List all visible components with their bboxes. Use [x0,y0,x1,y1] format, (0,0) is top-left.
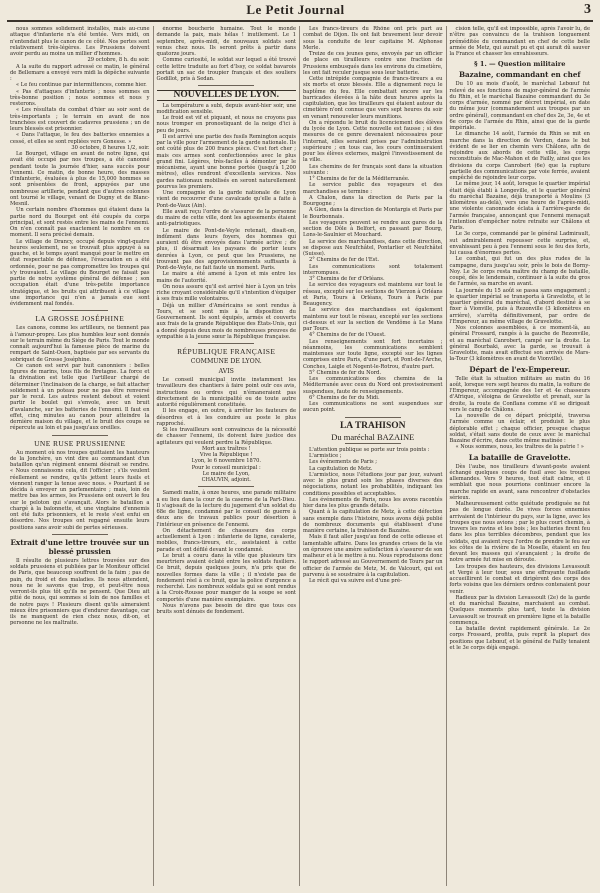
paragraph: Cette intrépide compagnie de francs-tireurs a eu six morts et onze blessés. Elle a dignement reçu le baptême du feu. Elle combattait encore sur les barricades élevées à la hâte deux heures après la capitulation, que les tirailleurs qui étaient autour du cimetière n'ont connue que vers sept heures du soir en venant renouveler leurs munitions. [303,76,443,120]
headline-trahison-sub: Du maréchal BAZAINE [331,431,415,442]
paragraph: Le maire de Lyon, [202,470,250,477]
paragraph: 2° Chemins de fer de l'Est. [309,257,379,264]
article-depart [450,376,591,451]
paragraph: Le conseil municipal invite instamment les travailleurs des chantiers à faire point ouïr ces avis, instructions ou ordres qui n'émaneraient pas directement de la municipalité ou de toute autre autorité régulièrement constituée. [156,377,296,408]
paragraph: Samedi matin, à onze heures, une parade militaire a eu lieu dans la cour de la caserne de la Part-Dieu. Il s'agissait de la lecture du jugement d'un soldat du 68e de ligne, condamné par le conseil de guerre à deux ans de travaux publics pour désertion à l'intérieur en présence de l'ennemi. [156,490,296,528]
divider [345,443,401,444]
headline-ruse: UNE RUSE PRUSSIENNE [34,438,126,448]
paragraph: Nous n'avons pas besoin de dire que tous ces bruits sont dénués de fondement. [156,602,296,615]
paragraph: La journée du 15 août se passa sans engagement ; le quartier impérial se transporta à Gravelotte, et le quartier général du maréchal, d'abord destiné à se fixer à Vionville, puis à Rezonville (3 kilomètres en arrière), s'arrêta définitivement, par ordre de l'Empereur, au même village de Gravelotte. [449,287,590,325]
paragraph: Malheureusement cette quiétude prodiguée ne fut pas de longue durée. De vives forces ennemies arrivaient de l'intérieur du pays, sur la ligne, avec les troupes que nous avions ; par le plus court chemin, à travers les ravins et les bois ; les batteries firent feu dans les plus terribles décombres, pendant que les soldats, qui avaient reçu l'ordre de prendre le feu sur les côtes de la rivière de la Moselle, étaient en feu devant les masses qui s'avançaient ; la droite de notre armée fut mise en déroute. [449,501,590,564]
article-nouvelles [157,103,297,341]
paragraph: « Les résultats du combat d'hier au soir sont de très-importants ; le terrain en avant de nos tranchées est couvert de cadavres prussiens ; un de leurs blessés est prisonnier. [10,107,150,132]
article-josephine [10,325,150,431]
paragraph: Dès l'aube, nos tirailleurs d'avant-poste avaient échangé quelques coups de fusil avec les troupes allemandes. Vers 9 heures, tout était calme, et il semblait que nous pourrions continuer encore la marche rapide en avant, sans rencontrer d'obstacles sérieux. [449,463,590,501]
paragraph: Treize de ces jeunes gens, envoyés par un officier de place en tirailleurs contre une fraction de Prussiens embusqués dans les environs du cimetière, les ont fait reculer jusque sous leur batterie. [303,51,443,76]
paragraph: Déjà un millier d'Américains se sont rendus à Tours, et se sont mis à la disposition du Gouvernement. Ils sont équipés, armés et couverts aux frais de la grande République des États-Unis, qui a donné depuis deux mois de nombreuses preuves de sympathie à la jeune sœur la République française. [156,302,296,340]
paragraph: A la suite du rapport adressé ce matin, le général de Bellemare a envoyé vers midi la dépêche suivante : [10,63,150,82]
paragraph: Du 10 au mois d'août, le maréchal Lebœuf fut relevé de ses fonctions de major-général de l'armée du Rhin, et le maréchal Bazaine commandant du 3e corps d'armée, nommé par décret impérial, en date du même jour (commandement aux troupes par un ordre général), commandant en chef des 2e, 3e, 4e et 6e corps de l'armée du Rhin, ainsi que de la garde impériale. [449,81,590,131]
divider [52,310,108,311]
paragraph: On détachement de chasseurs des corps actuellement à Lyon : infanterie de ligne, cavalerie, mobiles, francs-tireurs, etc., assistaient à cette parade et ont défilé devant le condamné. [156,527,296,553]
paragraph: 3° Chemins de fer d'Orléans. [309,276,385,282]
divider [198,85,254,86]
paragraph: Mort aux traîtres ! [201,445,251,452]
headline-josephine: LA GROSSE JOSÉPHINE [35,314,125,324]
paragraph: Les événements de Paris ; [309,459,378,466]
paragraph: Les francs-tireurs du Rhône ont pris part au combat de Dijon. Ils ont fait bravement leur devoir sous la conduite de leur capitaine M. Alphonse Merle. [303,26,443,51]
article-closing [157,490,297,615]
paragraph: L'armistice ; [309,453,342,459]
headline-gravelotte: La bataille de Gravelotte. [468,452,571,462]
paragraph: A Gien, dans la direction de Montargis et Paris par le Bourbonnais. [303,207,443,220]
dateline: 29 octobre, 8 h. du soir. [87,57,150,64]
paragraph: Les canons, comme les artilleurs, ne tiennent pas à l'amour-propre. Les plus humbles leur sont donnés sur le terrain même du Siége de Paris. Tout le monde connaît aujourd'hui la fameuse pièce de marine du rempart de Saint-Ouen, baptisée par ses servants du sobriquet de Grosse Joséphine. [10,325,150,363]
column-2 [154,26,301,886]
paragraph: « Dans l'attaque, le feu des batteries ennemies a cessé, et elles se sont repliées vers Gonesse. » [10,132,150,145]
paragraph: « Nous sommes, nous, les traîtres de la patrie ! » [455,444,584,451]
col3-intro [303,26,443,164]
paragraph: Les voyageurs peuvent se rendre aux gares de la section de Dôle à Belfort, en passant par Bourg, Lons-le-Saulnier et Mouchard. [303,219,443,239]
headline-extrait: Extrait d'une lettre trouvée sur un blessé prussien [10,537,150,556]
paragraph: « Le feu continue par intermittences, comme hier. [16,82,147,89]
paragraph: Le service public des voyageurs et des marchandises se termine : [303,182,443,195]
avis-label: AVIS [218,367,234,375]
paragraph: Radieux par la division Levassoult (2e) de la garde et du maréchal Bazaine, marchaient au combat. Quelques moments plus tard, toute la division Levassoult se trouvait en première ligne et la bataille commença. [449,594,590,626]
paragraph: nous sommes solidement installés, mais au-cune attaque d'infanterie n'a été tentée. Vers midi, on n'entendait plus le canon de ce côté. Nos pertes sont relativement très-légères. Les Prussiens doivent avoir perdu au moins un millier d'hommes. [10,26,150,57]
dispatch-1 [10,64,150,145]
paragraph: Il est arrivé une partie des fusils Remington acquis par la ville pour l'armement de la garde nationale. Ils ont coûté plus de 200 francs pièce. C'est fort cher ; mais ces armes sont confectionnées avec le plus grand fini. Légères, très-faciles à démonter par le mécanisme, ayant une bonne portée (jusqu'à 1,200 mètres), elles rendront d'excellents services. Nos gardes nationaux mobilisés en seront naturellement pourvus les premiers. [156,133,296,190]
paragraph: Une compagnie de la garde nationale de Lyon vient de recouvrer d'une cavalcade qu'elle a faite à Pont-de-Vaux (Ain). [156,190,296,209]
headline-question-militaire: § 1. — Question militaire [474,60,566,69]
paragraph: Les événements de Paris, nous les avons racontés hier dans les plus grands détails. [303,496,443,509]
paragraph: Le combat, qui fut un des plus rudes de la campagne, dura jusqu'au soir, près le bois de Borny-Noy. Le 3e corps resta maître du champ de bataille, coupé, dès le lendemain, continuer à la suite du gros de l'armée, sa marche en avant. [449,256,590,288]
paragraph: Le bruit a couru dans la ville que plusieurs tirs meurtriers avaient éclaté entre les soldats fusiliers. Ce bruit, depuis quelques jours, n'a pris que de nouvelles formes dans la ville ; il n'existe pas de fondement réel à ce bruit, que la police d'urgence a recherché. Les nombreux soldats qui se sont rendus à la Croix-Rousse pour manger de la soupe se sont comportés d'une manière exemplaire. [156,552,296,603]
headline-republique: RÉPUBLIQUE FRANÇAISE [177,347,276,356]
article-ruse [10,450,150,531]
headline-trahison: LA TRAHISON [339,420,406,431]
paragraph: Les communications ne sont suspendues sur aucun point. [303,401,443,414]
paragraph: Les renseignements sont fort incertains ; néanmoins, les communications semblent maintenues sur toute ligne, excepté sur les lignes comprises entre Paris, d'une part, et Pont-de-l'Arche, Conches, Laigle et Nogent-le-Rotrou, d'autre part. [303,338,443,370]
col1-intro [10,26,150,57]
chemins-intro: Les chemins de fer français sont dans la situation suivante : [303,163,443,176]
columns [7,26,593,886]
dateline-2: 30 octobre, 8 heures 1/2, soir. [71,144,150,151]
headline-bazaine: Bazaine, commandant en chef [458,70,581,80]
paragraph: Le dimanche 14 août, l'armée du Rhin se mit en marche dans la direction de Verdun, dans le but évident de se lier en chemin vers Châlons, afin de rejoindre aux abords de cette ville, les corps reconstitués de Mac-Mahon et de Failly, ainsi que les divisions du corps Canrobert (6e) que la rupture partielle des communications par voie ferrée, avaient empêché de rejoindre leur corps. [449,131,590,181]
paragraph: Le village de Drancy, occupé depuis vingt-quatre heures seulement, ne se trouvait plus appuyé à sa gauche, et le temps ayant manqué pour le mettre en état respectable de défense, l'évacuation en a été ordonnée, pour ne pas compromettre les troupes qui s'y trouvaient. Le village du Bourget ne faisait pas partie de notre système général de défense ; son occupation était d'une très-petite importance stratégique, et les bruits qui attribuent à ce village une importance qui n'en a jamais eue sont évidemment mal fondés. [10,238,150,307]
paragraph: 1° Chemins de fer de la Méditerranée. [309,176,410,182]
signature-block [157,446,297,484]
divider [52,534,108,535]
paragraph: Les communications des chemins de la Méditerranée avec ceux du Nord ont provisoirement suspendues, faute de renseignements. [303,376,443,395]
page-number: 3 [583,2,591,17]
col2-intro [157,26,297,82]
paragraph: La nouvelle de ce départ précipité, traversa l'armée comme un éclair, et produisit le plus déplorable effet ; chaque officier, presque chaque soldat, s'était sans doute de ceux avec le maréchal Bazaine d'écrire, dans cette même matinée : [449,413,590,444]
paragraph: On nous assure qu'il est arrivé hier à Lyon un très riche croyant considérable qu'il s'intention d'équiper à ses frais mille volontaires. [156,283,296,303]
paragraph: Le maire a été amené à Lyon et mis entre les mains de l'autorité. [156,271,296,284]
paragraph: Le même jour, 14 août, lorsque le quartier impérial était déjà établi à Longeville, et le quartier général du maréchal Bazaine, déjà transporté à Moulins (3 kilomètres au-delà), vers une heure de l'après-midi, une violente canonnade éclata à l'arrière-garde de l'armée française, annonçant que l'ennemi menaçait l'intention d'empêcher notre retraite sur Châlons et Paris. [449,181,590,231]
divider [345,417,401,418]
paragraph: CHAUVIN, adjoint. [201,477,251,483]
article-extrait [10,558,150,627]
paragraph: Quant à la capitulation de Metz, à cette défection sans exemple dans l'histoire, nous avons déjà publié de nombreux documents qui établissent d'une manière certaine, la trahison de Bazaine. [303,509,443,534]
dispatch-2 [10,151,150,307]
divider [198,343,254,344]
paragraph: Nos colonnes assemblées, à ce moment-là, au général Frossard, rangés à la gauche de Rezonville, et au maréchal Canrobert, campé sur la droite. Le général Bourbaki, avec la garde, se trouvait à Gravelotte, mais avait effectué son arrivée de Mars-la-Tour (3 kilomètres en avant de Vionville). [449,325,590,363]
commune-label: COMMUNE DE LYON. [190,358,262,365]
paragraph: Si les travailleurs sont convaincus de la nécessité de chasser l'ennemi, ils doivent faire justice des agitateurs qui veulent perdre la République. [156,427,296,446]
paragraph: 4° Chemins de fer de l'Ouest. [309,332,386,339]
article-trahison [303,447,443,585]
paragraph: Le service des marchandises est également maintenu sur tout le réseau, excepté sur les sections ci-dessus et sur la section de Vendôme à Le Mans par Tours. [303,307,443,332]
paragraph: Le maire de Pont-de-Veyle retenait, disait-on, indûment dans leurs foyers, des hommes qui auraient dû être envoyés dans l'armée active ; de plus, il désarmait les paysans de porter leurs denrées à Lyon, ce peut que les Prussiens, ne trouvant pas des approvisionnements suffisants à Pont-de-Veyle, ne fait faute un moment. Paris. [156,227,296,271]
headline-nouvelles-lyon: NOUVELLES DE LYON. [157,90,297,100]
divider [52,435,108,436]
paragraph: énorme boucherie humaine. Tout le monde demande la paix, mais hélas ! inutilement. Le 1 septembre, après-midi, de nouveaux soldats sont venus chez nous. Ils seront prêts à partir dans quatorze jours. [156,26,296,57]
paragraph: Elle avait reçu l'ordre de s'assurer de la personne du maire de cette ville, dont les agissements étaient anti-patriotiques. [156,208,296,228]
divider [198,486,254,487]
paragraph: Le service des marchandises, dans cette direction, se dispose aux Neufchâtel, Pontarlier et Neufchâtel (Suisse). [303,238,443,257]
paragraph: Les troupes des hauteurs, des divisions Levassoult et Vergé à leur tour, sous une effrayante fusillade accueillirent le combat et dirigèrent des corps des forts voisins que les dérniers ordres contenaient pour venir. [449,563,590,595]
paragraph: Le service des voyageurs est maintenu sur tout le réseau, excepté sur les sections de Vierzon à Orléans et Paris, Tours à Orléans, Tours à Paris par Beaugency. [303,282,443,307]
paragraph: Les communications sont totalement interrompues. [303,263,443,276]
headline-depart: Départ de l'ex-Empereur. [469,364,571,374]
paragraph: Le froid est vif et piquant, et nous ne croyons pas nous tromper en pronostiquant de la neige d'ici à peu de jours. [156,115,296,134]
column-1 [7,26,154,886]
paragraph: Il les engage, en outre, à arrêter les fauteurs de désordres et à les conduire au poste le plus rapproché. [156,408,296,427]
paragraph: Le 3e corps, commandé par le général Ladmirault, sut admirablement repousser cette surprise, et, envahissant peu à peu l'ennemi sous le feu des forts, lui causa d'énormes pertes. [449,231,590,256]
paragraph: Un certain nombre d'hommes qui étaient dans la partie nord du Bourget ont été coupés du corps principal, et sont restés entre les mains de l'ennemi. On n'en connaît pas exactement le nombre en ce moment. Il sera précisé demain. [10,207,150,239]
paragraph: La température a subi, depuis avant-hier soir, une modification sensible. [156,102,296,115]
col4-intro [450,26,591,57]
paragraph: Il résulte de plusieurs lettres trouvées sur des soldats prussiens et publiées par le Moniteur officiel de Paris, que beaucoup souffrent de la faim ; pas de pain, du froid et des maladies. Ils nous attendent, nous ne le savons que trop, et peut-être nous verront-ils plus tôt qu'ils ne pensent. Que Dieu ait pitié de nous, qui sommes si loin de nos familles et de notre pays ! Plusieurs disent qu'ils aimeraient mieux être prisonniers que d'endurer davantage, car ils ne manquent de rien chez nous, dit-on, et personne ne les maltraite. [10,557,150,627]
chemins-list [303,176,443,414]
newspaper-title: Le Petit Journal [246,2,345,17]
paragraph: Au moment où nos troupes quittaient les hauteurs de la Jonchère, un vint dire au commandant d'un bataillon qu'un régiment ennemi désirait se rendre. « Nous connaissons cela, dit l'officier ; s'ils veulent réellement se rendre, qu'ils jettent leurs fusils et viennent ranger la tenue avec nous. » Pourtant il se décida à envoyer un parlementaire ; mais, loin de mettre bas les armes, les Prussiens ont ouvert le feu sur le peloton qui s'avançait. Alors le bataillon a chargé à la baïonnette, et une vingtaine d'ennemis ont été faits prisonniers, et le reste s'est enfui en désordre. Nos troupes ont regagné ensuite leurs positions sans avoir subi de pertes sérieuses. [10,449,150,531]
paragraph: Le récit qui va suivre est d'une pré- [309,578,402,584]
paragraph: Ce canon est servi par huit canonniers : belles figures de marins, tous fils de Bretagne. La force et la divination est telle que l'artilleur chargé de déterminer l'inclinaison de la charge, se fait attacher solidement à un poteau pour ne pas être renversé par le recul. Les autres restent debout et voient partir le boulet qui s'envole, avec un bruit d'avalanche, sur les batteries de l'ennemi. Il faut en effet, cinq minutes au canon pour atteindre la dernière maison du village, et le bruit des coups se répercute au loin et pas jusqu'aux oreilles. [10,362,150,432]
paragraph: L'attention publique se porte sur trois points : [309,446,430,453]
paragraph: Comme curiosité, le soldat sur lequel a été trouvé cette lettre traduite au fort d'Issy, ce soldat bavarois portait un sac de troupier français et des souliers Godillot, pris à Sedan. [156,57,296,82]
paragraph: 6° Chemins de fer du Midi. [309,394,380,401]
paragraph: La bataille devint rapidement générale. Le 2e corps Frossard, profita, puis reprit la plupart des positions que Lebœuf, et le général de Failly tenaient et le 3e corps déjà engagé. [449,626,590,651]
column-3 [300,26,447,886]
paragraph: Mais il faut aller jusqu'au fond de cette odieuse et lamentable affaire. Dans les grandes crises de la vie on éprouve une amère satisfaction à s'assurer de son malheur et à le mettre à nu. Nous reproduisons donc le rapport adressé au Gouvernement de Tours par un officier de l'armée de Metz, M. de Valcourt, qui est parvenu à se soustraire à la capitulation. [303,534,443,578]
paragraph: La capitulation de Metz. [309,465,373,472]
paragraph: Vive la République ! [199,452,253,458]
paragraph: Pour le conseil municipal : [191,464,261,471]
paragraph: A Chalon, dans la direction de Paris par la Bourgogne ; [303,194,443,207]
paragraph: « Pas d'attaques d'infanterie ; nous sommes en très-bonne position ; nous sommes et nous y resterons. [10,88,150,107]
paragraph: L'armistice, nous l'étudions jour par jour, suivant avec le plus grand soin les phases diverses des négociations, notant les probabilités, indiquant les conditions possibles et acceptables. [303,471,443,497]
paragraph: Telle était la situation militaire au matin du 16 août, lorsque vers sept heures du matin, la voiture de l'Empereur, accompagnée des 1er et 4e chasseurs d'Afrique, s'éloigna de Gravelotte et prenait, sur la droite, la route de Conflans comme s'il se dirigeait vers le camp de Châlons. [449,375,590,413]
avis-text [157,377,297,446]
article-bazaine [450,81,591,362]
article-gravelotte [450,464,591,652]
paragraph: cision telle, qu'il est impossible, après l'avoir lu, de n'être pas convaincu de la trahison longuement préméditée du commandant en chef de cette belle armée de Metz, qui aurait pu et qui aurait dû sauver la France et chasser les envahisseurs. [449,26,590,57]
masthead [7,0,593,22]
paragraph: On a répondu le bruit du licenciement des élèves du lycée de Lyon. Cette nouvelle est fausse ; si des mesures de ce genre devenaient nécessaires pour l'internat, elles seraient prises par l'administration supérieure ; en tous cas, les cours continueraient pour les élèves externes, malgré l'investissement de la ville. [303,119,443,164]
column-4 [447,26,594,886]
paragraph: Lyon, le 6 novembre 1870. [191,458,261,465]
paragraph: Le Bourget, village en avant de notre ligne, qui avait été occupé par nos troupes, a été canonné pendant toute la journée d'hier, sans succès pour l'ennemi. Ce matin, de bonne heure, des masses d'infanterie, évaluées à plus de 15,000 hommes se sont présentées de front, appuyées par une nombreuse artillerie, pendant que d'autres colonnes ont tourné le village, venant de Dugny et de Blanc-Mesnil. [10,151,150,207]
paragraph: 5° Chemins de fer du Nord. [309,369,382,376]
